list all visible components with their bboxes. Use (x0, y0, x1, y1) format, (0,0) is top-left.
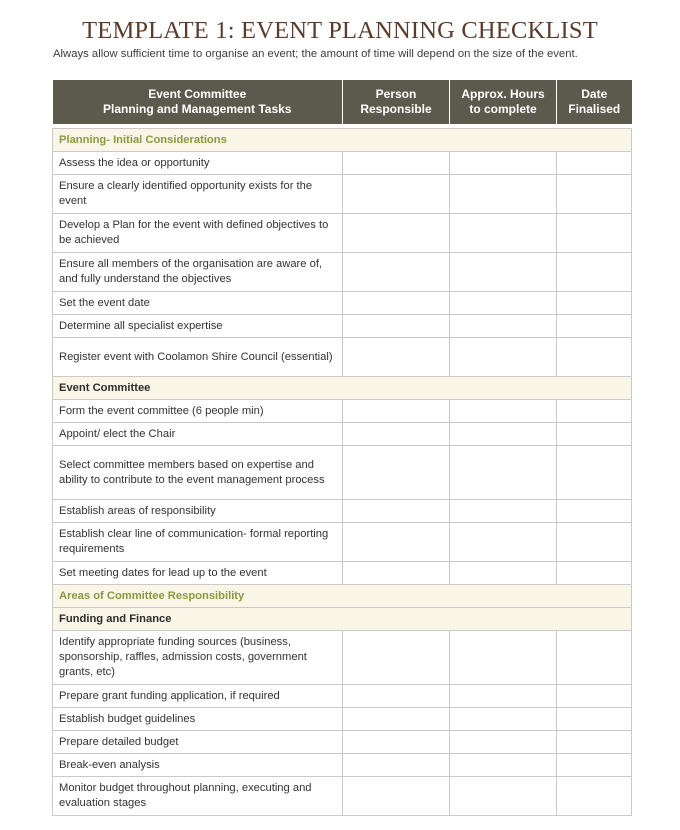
table-row (53, 523, 632, 562)
table-row (53, 152, 632, 175)
task-cell: Break-even analysis (53, 754, 343, 777)
hours-cell[interactable] (450, 253, 557, 292)
checklist-table (52, 80, 632, 816)
header-task-line1: Event Committee (148, 87, 247, 101)
task-cell: Determine all specialist expertise (53, 315, 343, 338)
task-cell: Select committee members based on expertise and ability to contribute to the event management process (53, 446, 343, 500)
task-cell: Prepare detailed budget (53, 731, 343, 754)
table-row (53, 754, 632, 777)
hours-cell[interactable] (450, 292, 557, 315)
date-cell[interactable] (557, 175, 632, 214)
task-cell: Monitor budget throughout planning, executing and evaluation stages (53, 777, 343, 816)
header-date-line1: Date (581, 87, 608, 101)
header-hours-line2: to complete (469, 102, 537, 116)
date-cell[interactable] (557, 338, 632, 377)
person-cell[interactable] (343, 315, 450, 338)
task-cell: Register event with Coolamon Shire Council (essential) (53, 338, 343, 377)
hours-cell[interactable] (450, 152, 557, 175)
person-cell[interactable] (343, 523, 450, 562)
task-cell: Set the event date (53, 292, 343, 315)
person-cell[interactable] (343, 400, 450, 423)
date-cell[interactable] (557, 754, 632, 777)
person-cell[interactable] (343, 685, 450, 708)
person-cell[interactable] (343, 562, 450, 585)
person-cell[interactable] (343, 500, 450, 523)
table-row (53, 338, 632, 377)
person-cell[interactable] (343, 423, 450, 446)
date-cell[interactable] (557, 292, 632, 315)
hours-cell[interactable] (450, 175, 557, 214)
table-row (53, 685, 632, 708)
hours-cell[interactable] (450, 500, 557, 523)
hours-cell[interactable] (450, 423, 557, 446)
task-cell: Identify appropriate funding sources (business, sponsorship, raffles, admission costs, government grants, etc) (53, 631, 343, 685)
header-hours-line1: Approx. Hours (461, 87, 545, 101)
header-date (557, 80, 632, 125)
table-row (53, 777, 632, 816)
person-cell[interactable] (343, 253, 450, 292)
table-row (53, 214, 632, 253)
section-label-planning: Planning- Initial Considerations (53, 129, 632, 152)
hours-cell[interactable] (450, 777, 557, 816)
hours-cell[interactable] (450, 562, 557, 585)
date-cell[interactable] (557, 523, 632, 562)
table-row (53, 400, 632, 423)
table-row (53, 315, 632, 338)
table-row (53, 500, 632, 523)
header-row (53, 80, 632, 125)
table-row (53, 631, 632, 685)
table-row (53, 708, 632, 731)
hours-cell[interactable] (450, 523, 557, 562)
person-cell[interactable] (343, 708, 450, 731)
section-row-planning (53, 129, 632, 152)
section-label-committee: Event Committee (53, 377, 632, 400)
table-row (53, 423, 632, 446)
date-cell[interactable] (557, 685, 632, 708)
task-cell: Establish clear line of communication- formal reporting requirements (53, 523, 343, 562)
task-cell: Develop a Plan for the event with defined objectives to be achieved (53, 214, 343, 253)
person-cell[interactable] (343, 175, 450, 214)
date-cell[interactable] (557, 731, 632, 754)
document-title: TEMPLATE 1: EVENT PLANNING CHECKLIST (82, 17, 598, 44)
hours-cell[interactable] (450, 754, 557, 777)
task-cell: Form the event committee (6 people min) (53, 400, 343, 423)
table-row (53, 253, 632, 292)
task-cell: Establish budget guidelines (53, 708, 343, 731)
hours-cell[interactable] (450, 315, 557, 338)
task-cell: Assess the idea or opportunity (53, 152, 343, 175)
header-task (53, 80, 343, 125)
person-cell[interactable] (343, 731, 450, 754)
person-cell[interactable] (343, 214, 450, 253)
table-row (53, 175, 632, 214)
date-cell[interactable] (557, 708, 632, 731)
header-person-line2: Responsible (360, 102, 432, 116)
task-cell: Prepare grant funding application, if required (53, 685, 343, 708)
hours-cell[interactable] (450, 338, 557, 377)
date-cell[interactable] (557, 631, 632, 685)
header-task-line2: Planning and Management Tasks (103, 102, 292, 116)
date-cell[interactable] (557, 315, 632, 338)
section-row-funding (53, 608, 632, 631)
hours-cell[interactable] (450, 631, 557, 685)
header-hours (450, 80, 557, 125)
date-cell[interactable] (557, 214, 632, 253)
section-label-funding: Funding and Finance (53, 608, 632, 631)
person-cell[interactable] (343, 631, 450, 685)
task-cell: Set meeting dates for lead up to the event (53, 562, 343, 585)
task-cell: Ensure all members of the organisation are aware of, and fully understand the objectives (53, 253, 343, 292)
hours-cell[interactable] (450, 731, 557, 754)
table-row (53, 446, 632, 500)
hours-cell[interactable] (450, 400, 557, 423)
person-cell[interactable] (343, 152, 450, 175)
date-cell[interactable] (557, 446, 632, 500)
header-date-line2: Finalised (568, 102, 621, 116)
section-row-areas (53, 585, 632, 608)
date-cell[interactable] (557, 400, 632, 423)
person-cell[interactable] (343, 754, 450, 777)
header-person (343, 80, 450, 125)
date-cell[interactable] (557, 423, 632, 446)
task-cell: Appoint/ elect the Chair (53, 423, 343, 446)
task-cell: Ensure a clearly identified opportunity exists for the event (53, 175, 343, 214)
date-cell[interactable] (557, 253, 632, 292)
table-row (53, 562, 632, 585)
person-cell[interactable] (343, 292, 450, 315)
date-cell[interactable] (557, 777, 632, 816)
section-label-areas: Areas of Committee Responsibility (53, 585, 632, 608)
table-row (53, 731, 632, 754)
hours-cell[interactable] (450, 685, 557, 708)
date-cell[interactable] (557, 562, 632, 585)
person-cell[interactable] (343, 777, 450, 816)
hours-cell[interactable] (450, 214, 557, 253)
date-cell[interactable] (557, 500, 632, 523)
document-subtitle: Always allow sufficient time to organise an event; the amount of time will depend on the size of the event. (53, 48, 578, 60)
header-person-line1: Person (375, 87, 417, 101)
person-cell[interactable] (343, 338, 450, 377)
hours-cell[interactable] (450, 708, 557, 731)
date-cell[interactable] (557, 152, 632, 175)
section-row-committee (53, 377, 632, 400)
task-cell: Establish areas of responsibility (53, 500, 343, 523)
table-row (53, 292, 632, 315)
person-cell[interactable] (343, 446, 450, 500)
hours-cell[interactable] (450, 446, 557, 500)
